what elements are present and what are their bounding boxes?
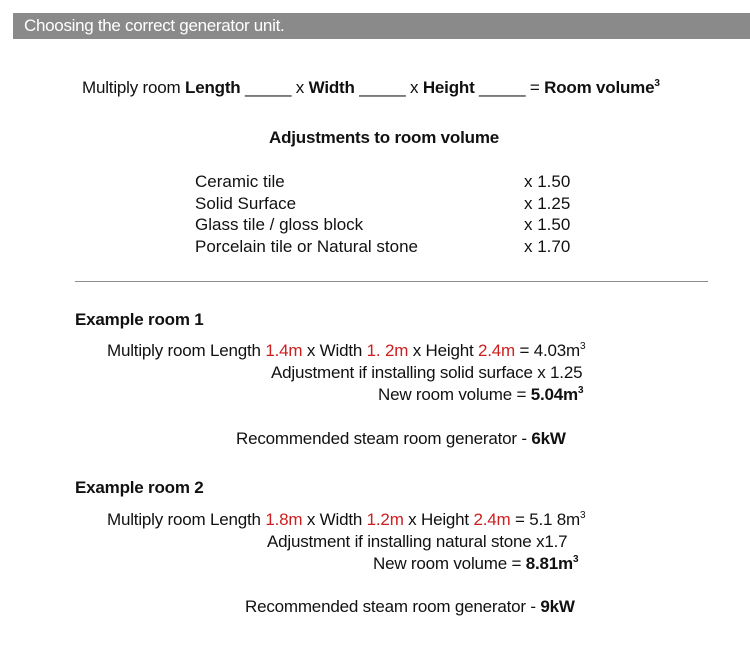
example-2-adjustment: Adjustment if installing natural stone x1.7 <box>267 532 568 551</box>
calc-height-value: 2.4m <box>478 341 515 360</box>
adjustment-material: Porcelain tile or Natural stone <box>195 236 419 256</box>
new-volume-label: New room volume = <box>378 385 531 404</box>
example-1-recommendation <box>236 429 566 449</box>
adjustment-row <box>195 193 595 215</box>
calc-result-sup: 3 <box>580 341 586 352</box>
volume-formula <box>82 78 660 98</box>
calc-result: = 5.1 8m <box>510 510 581 529</box>
adjustments-title: Adjustments to room volume <box>269 128 499 147</box>
formula-width-blank: _____ <box>354 78 411 97</box>
calc-prefix: Multiply room Length <box>107 341 266 360</box>
recommend-label: Recommended steam room generator - <box>236 429 532 448</box>
adjustments-table <box>195 171 595 257</box>
calc-result-sup: 3 <box>580 510 586 521</box>
formula-x2: x <box>410 78 423 97</box>
formula-result-label: Room volume <box>544 78 655 97</box>
calc-x1: x Width <box>302 510 367 529</box>
formula-height-blank: _____ <box>474 78 530 97</box>
adjustment-factor: x 1.50 <box>524 172 571 191</box>
adjustment-factor: x 1.50 <box>524 215 571 234</box>
example-1-calculation <box>107 341 585 361</box>
calc-length-value: 1.4m <box>265 341 303 360</box>
new-volume-label: New room volume = <box>373 554 526 573</box>
recommend-value: 9kW <box>540 597 575 616</box>
formula-height-label: Height <box>422 78 475 97</box>
adjustment-material: Solid Surface <box>195 193 297 213</box>
header-title: Choosing the correct generator unit. <box>24 16 285 35</box>
section-divider <box>75 281 708 282</box>
example-2-calculation <box>107 510 585 530</box>
adjustment-factor: x 1.70 <box>524 236 571 256</box>
adjustment-row <box>195 171 595 193</box>
adjustment-material: Glass tile / gloss block <box>195 215 364 234</box>
new-volume-sup: 3 <box>577 385 584 396</box>
calc-length-value: 1.8m <box>265 510 303 529</box>
example-1-title: Example room 1 <box>75 310 204 329</box>
example-2-title: Example room 2 <box>75 478 204 497</box>
example-1-new-volume <box>378 385 583 405</box>
calc-x1: x Width <box>302 341 367 360</box>
formula-x1: x <box>295 78 309 97</box>
formula-result-sup: 3 <box>654 78 660 89</box>
calc-x2: x Height <box>408 341 478 360</box>
calc-x2: x Height <box>403 510 474 529</box>
adjustment-material: Ceramic tile <box>195 172 285 191</box>
recommend-label: Recommended steam room generator - <box>245 597 541 616</box>
calc-width-value: 1. 2m <box>366 341 409 360</box>
formula-width-label: Width <box>308 78 355 97</box>
calc-width-value: 1.2m <box>366 510 404 529</box>
formula-prefix: Multiply room <box>82 78 186 97</box>
calc-height-value: 2.4m <box>473 510 511 529</box>
example-2-new-volume <box>373 554 578 574</box>
new-volume-value: 8.81m <box>525 554 573 573</box>
new-volume-value: 5.04m <box>530 385 578 404</box>
new-volume-sup: 3 <box>572 554 579 565</box>
example-1-adjustment: Adjustment if installing solid surface x 1.25 <box>271 363 583 382</box>
calc-result: = 4.03m <box>515 341 581 360</box>
adjustment-row <box>195 236 595 258</box>
adjustment-row <box>195 214 595 236</box>
example-2-recommendation <box>245 597 575 617</box>
calc-prefix: Multiply room Length <box>107 510 266 529</box>
recommend-value: 6kW <box>531 429 566 448</box>
formula-length-blank: _____ <box>240 78 296 97</box>
adjustment-factor: x 1.25 <box>524 193 571 213</box>
header-bar <box>13 13 750 39</box>
formula-length-label: Length <box>185 78 241 97</box>
formula-equals: = <box>529 78 545 97</box>
